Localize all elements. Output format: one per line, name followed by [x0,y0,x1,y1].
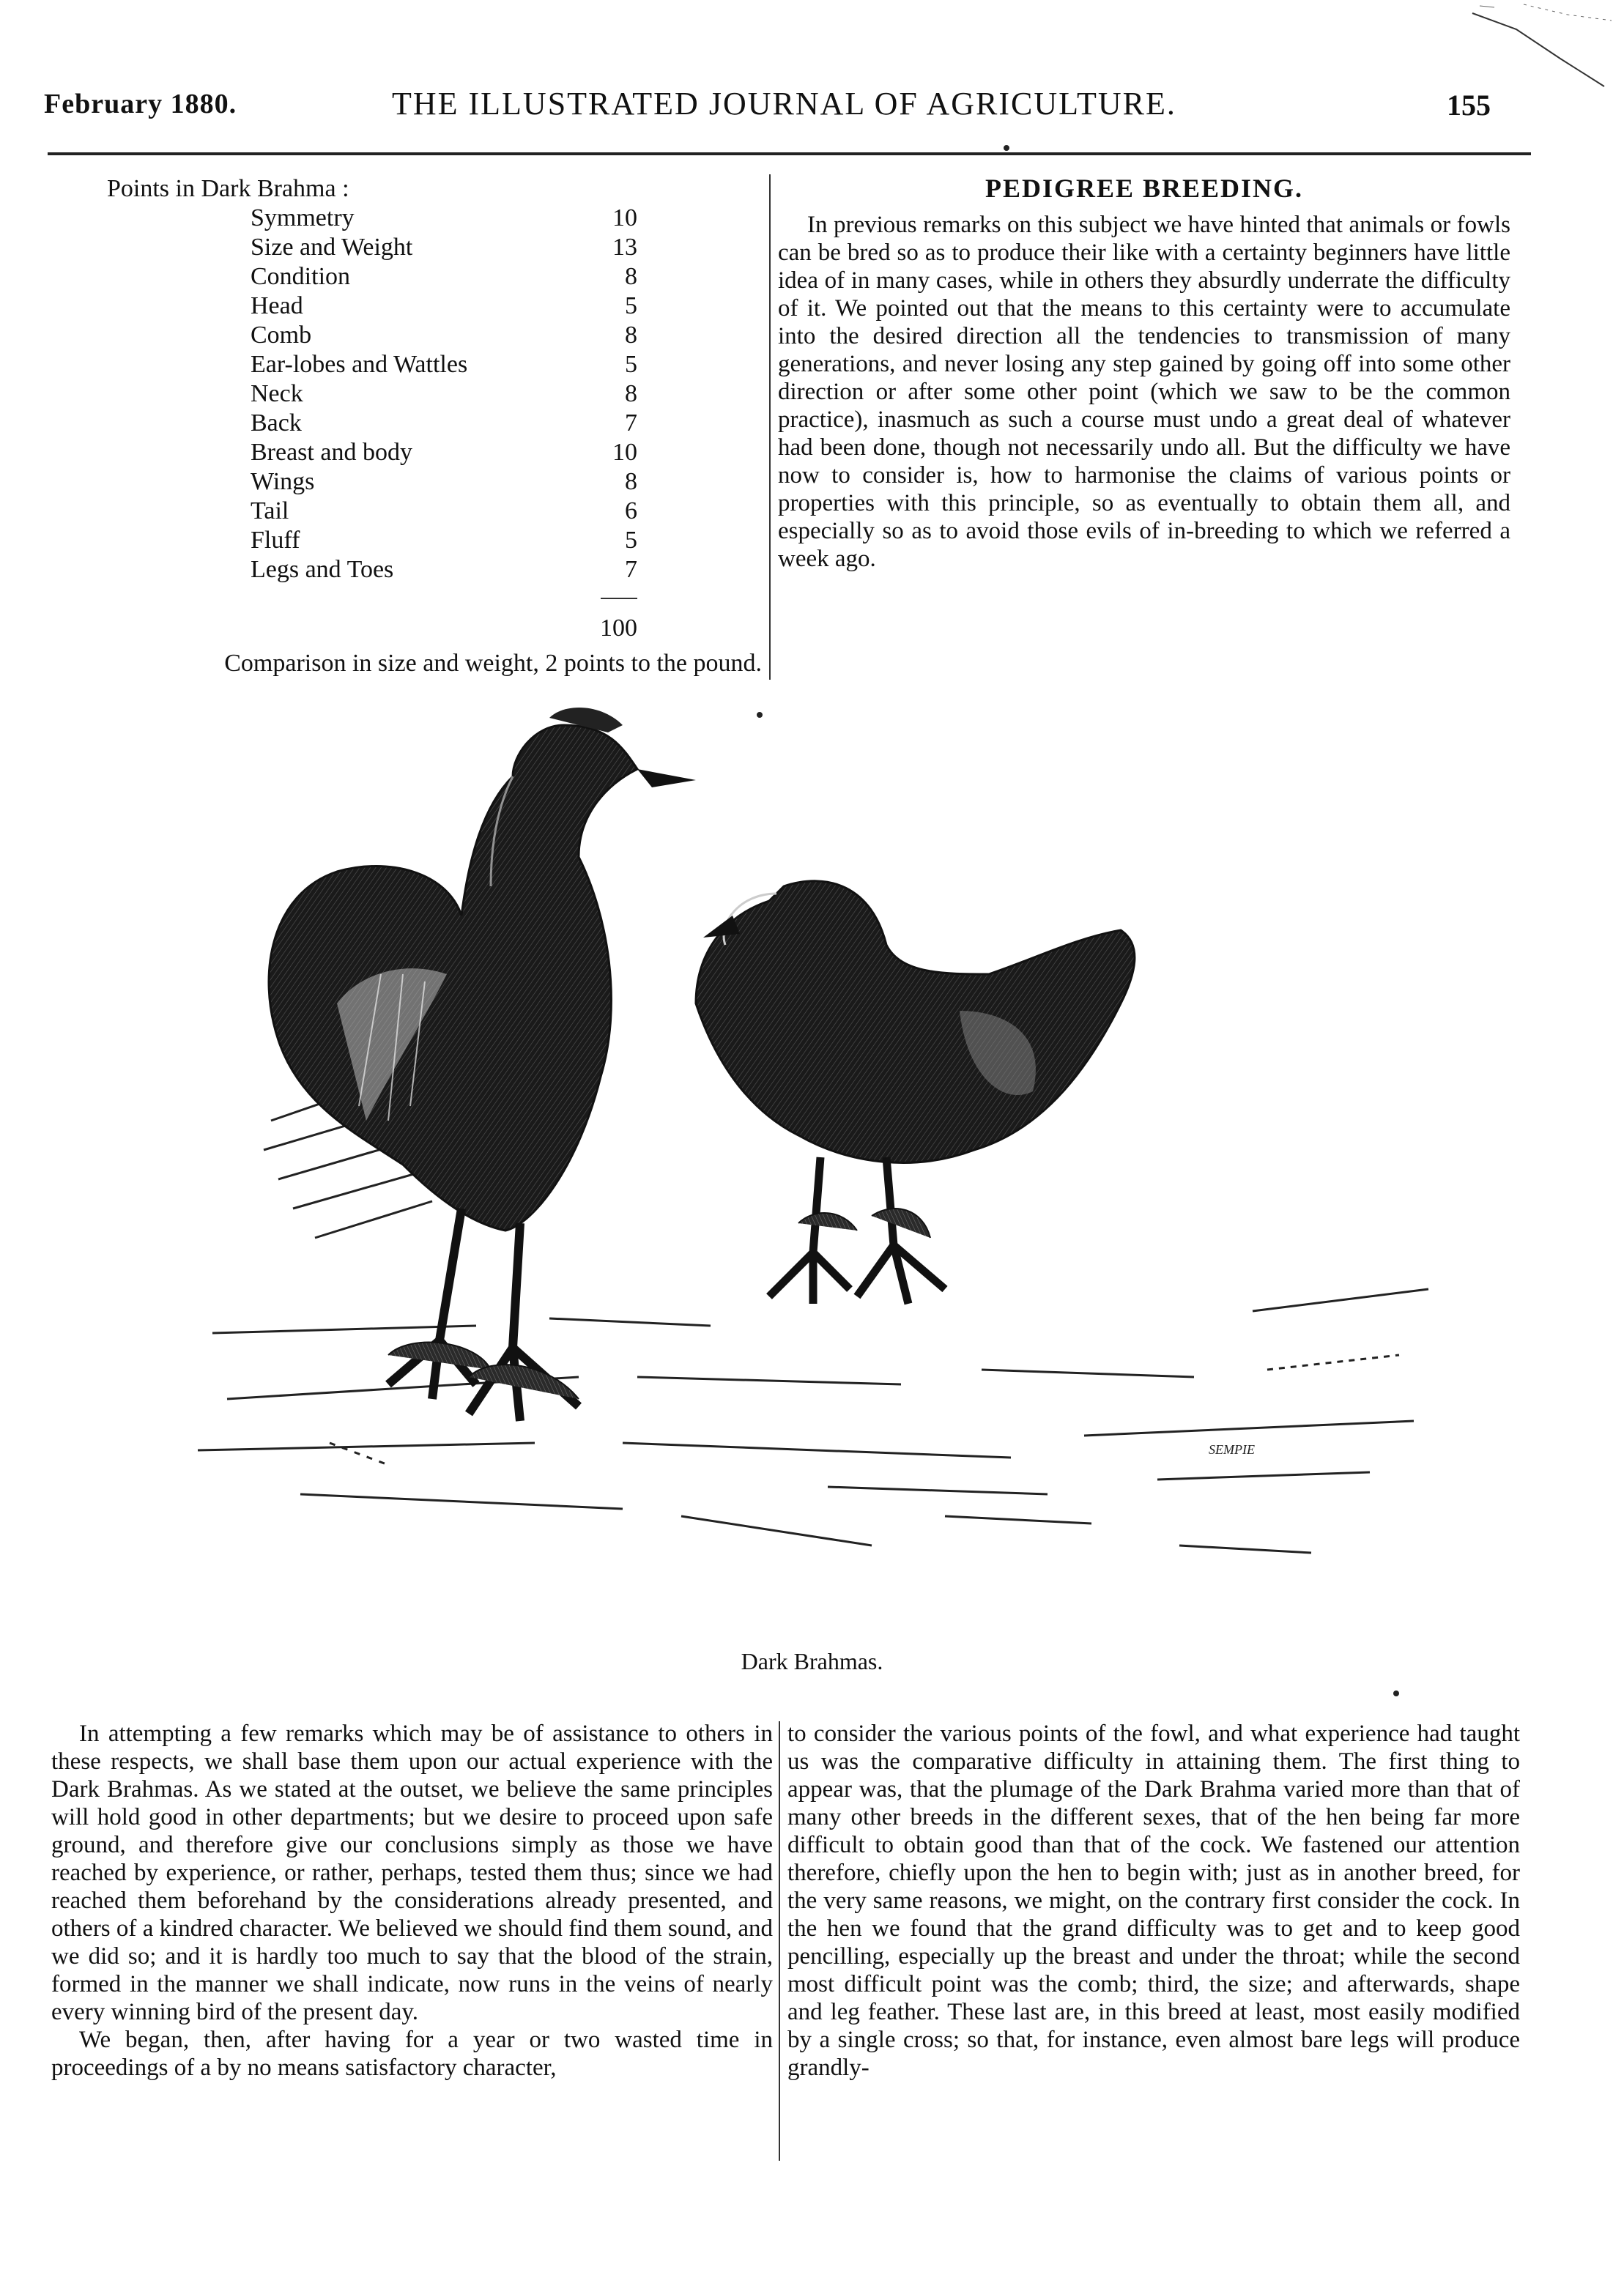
points-row-label: Neck [251,380,303,407]
points-row [81,321,754,350]
article-intro: In previous remarks on this subject we have hinted that animals or fowls can be bred so as to produce their like with a certainty beginners have little idea of in many cases, while in others they absurdly underrate the difficulty of it. We pointed out that the means to this certainty were to accumulate into the desired direction all the tendencies to transmission of many generations, and never losing any step gained by going off into some other direction or after some other point (which we saw to be the common practice), inasmuch as such a course must undo a great deal of whatever had been done, though not necessarily undo all. But the difficulty we have now to consider is, how to harmonise the claims of various points or properties with this principle, so as eventually to obtain them all, and especially so as to avoid those evils of in-breeding to which we referred a week ago. [778,212,1510,572]
column-divider-bottom [779,1721,780,2161]
points-row [81,379,754,409]
running-header [0,88,1624,132]
points-row [81,292,754,321]
points-row [81,526,754,555]
points-row [81,350,754,379]
page-number: 155 [1447,89,1491,122]
points-row-value: 8 [625,322,637,349]
points-row-label: Legs and Toes [251,556,394,583]
points-row-value: 7 [625,556,637,583]
header-date: February 1880. [44,89,237,119]
bottom-right-column [787,1720,1520,2082]
points-row-label: Size and Weight [251,234,413,261]
points-row [81,233,754,262]
points-row-label: Fluff [251,527,300,554]
points-row-label: Symmetry [251,204,355,231]
points-row [81,467,754,497]
figure-caption: Dark Brahmas. [741,1648,883,1674]
points-row [81,555,754,584]
hen-figure [696,881,1135,1304]
points-table [81,174,762,677]
bottom-left-paragraph-1: In attempting a few remarks which may be of assistance to others in these respects, we shall base them upon our actual experience with the Dark Brahmas. As we stated at the outset, we believe the same principles will hold good in other departments; but we desire to proceed upon safe ground, and therefore give our conclusions simply as those we have reached by experience, or rather, perhaps, tested them thus; since we had reached them beforehand by the considerations already presented, and others of a kindred character. We believed we should find them sound, and we did so; and it is hardly too much to say that the blood of the strain, formed in the manner we shall indicate, now runs in the veins of nearly every winning bird of the present day. [51,1721,773,2025]
engraver-signature: SEMPIE [1209,1442,1255,1457]
points-row [81,497,754,526]
points-row-value: 7 [625,409,637,437]
points-row-value: 5 [625,351,637,378]
points-row-label: Tail [251,497,289,524]
dark-brahmas-illustration [168,696,1472,1619]
points-row-label: Comb [251,322,312,349]
bottom-right-paragraph: to consider the various points of the fowl, and what experience had taught us was the comparative difficulty in attaining them. The first thing to appear was, that the plumage of the Dark Brahma varied more than that of many other breeds in the different sexes, that of the hen being far more difficult to obtain good than that of the cock. We fastened our attention therefore, chiefly upon the hen to begin with; just as in another breed, for the very same reasons, we might, on the contrary first consider the cock. In the hen we found that the grand difficulty was to get and to keep good pencilling, especially up the breast and under the throat; while the second most difficult point was the comb; third, the size; and afterwards, shape and leg feather. These last are, in this breed at least, most easily modified by a single cross; so that, for instance, even almost bare legs will produce grandly- [787,1721,1520,2081]
journal-title: THE ILLUSTRATED JOURNAL OF AGRICULTURE. [392,86,1176,122]
points-row-value: 8 [625,263,637,290]
points-row-value: 10 [612,439,637,466]
points-row-value: 5 [625,292,637,319]
points-row-label: Condition [251,263,351,290]
cock-figure [269,708,696,1421]
article-title: PEDIGREE BREEDING. [985,174,1304,203]
points-row-value: 13 [612,234,637,261]
points-row-value: 10 [612,204,637,231]
total-rule [601,598,637,599]
points-rows [81,204,754,584]
points-row-value: 8 [625,468,637,495]
header-rule [48,152,1531,155]
points-note: Comparison in size and weight, 2 points to the pound. [224,650,762,677]
points-row-value: 8 [625,380,637,407]
points-table-title: Points in Dark Brahma : [107,175,349,202]
bottom-left-column [51,1720,773,2082]
points-row-value: 5 [625,527,637,554]
speck [1393,1691,1399,1696]
article-column [778,174,1510,573]
points-row-label: Back [251,409,302,437]
points-row-label: Breast and body [251,439,412,466]
points-row-label: Head [251,292,303,319]
column-divider-top [769,174,771,680]
bottom-left-paragraph-2: We began, then, after having for a year or two wasted time in proceedings of a by no means satisfactory character, [51,2027,773,2081]
points-row-label: Wings [251,468,315,495]
points-row [81,438,754,467]
points-row-label: Ear-lobes and Wattles [251,351,468,378]
speck [1004,145,1009,151]
points-total: 100 [600,615,637,642]
points-row [81,409,754,438]
points-row-value: 6 [625,497,637,524]
points-row [81,204,754,233]
corner-scratch-marks [1436,0,1624,103]
points-row [81,262,754,292]
